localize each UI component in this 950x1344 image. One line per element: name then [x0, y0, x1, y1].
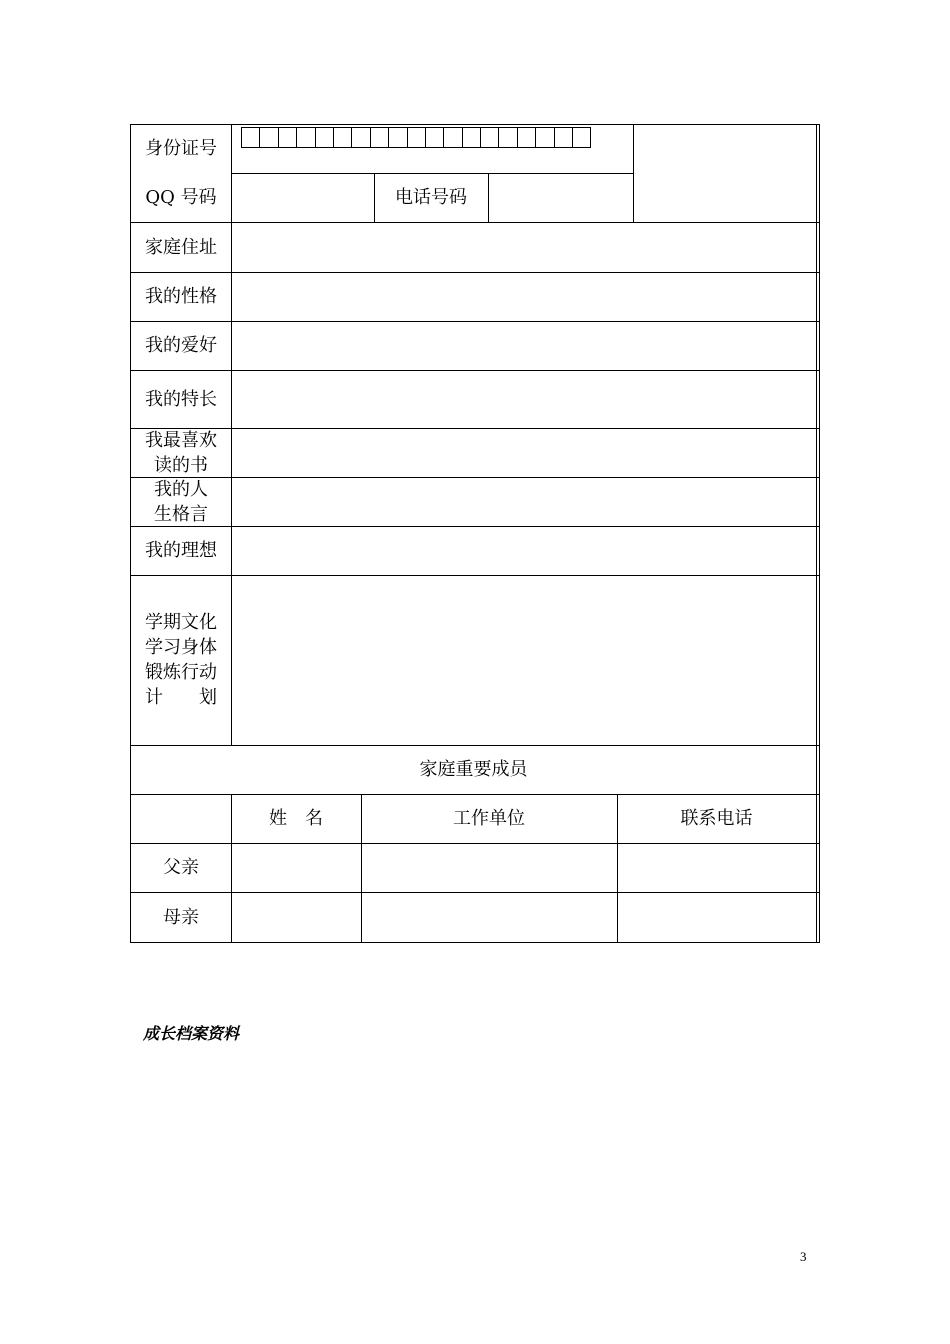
row-divider: [131, 222, 819, 223]
row-divider: [131, 526, 819, 527]
id-digit-box[interactable]: [408, 128, 426, 147]
row-divider: [131, 843, 819, 844]
id-digit-box[interactable]: [444, 128, 462, 147]
life-motto-label: [131, 477, 231, 526]
col-header-contact-phone: 联系电话: [680, 808, 753, 829]
id-digit-box[interactable]: [260, 128, 278, 147]
col-divider: [488, 173, 489, 222]
qq-number-label: QQ 号码: [145, 187, 217, 208]
favorite-book-label: [131, 428, 231, 477]
id-number-boxes[interactable]: [241, 127, 591, 148]
life-motto-label-line2: 生格言: [154, 503, 208, 525]
family-members-header: 家庭重要成员: [419, 759, 528, 780]
phone-number-label: 电话号码: [395, 187, 467, 208]
col-divider: [816, 124, 817, 943]
id-digit-box[interactable]: [279, 128, 297, 147]
row-divider: [131, 428, 819, 429]
id-digit-box[interactable]: [463, 128, 481, 147]
father-label: 父亲: [163, 857, 199, 878]
col-divider: [633, 124, 634, 222]
id-digit-box[interactable]: [242, 128, 260, 147]
favorite-book-label-line1: 我最喜欢: [145, 429, 217, 451]
life-motto-label-line1: 我的人: [154, 478, 208, 500]
row-divider: [131, 477, 819, 478]
id-digit-box[interactable]: [334, 128, 352, 147]
row-divider: [131, 575, 819, 576]
id-digit-box[interactable]: [371, 128, 389, 147]
id-number-label: 身份证号: [145, 138, 217, 159]
home-address-label: 家庭住址: [145, 236, 217, 258]
favorite-book-label-line2: 读的书: [154, 454, 208, 476]
id-digit-box[interactable]: [389, 128, 407, 147]
col-header-workplace: 工作单位: [453, 808, 525, 829]
row-divider: [131, 272, 819, 273]
col-divider: [231, 124, 232, 575]
id-digit-box[interactable]: [352, 128, 370, 147]
specialty-label: 我的特长: [145, 388, 217, 410]
id-digit-box[interactable]: [297, 128, 315, 147]
mother-label: 母亲: [163, 907, 199, 928]
semester-plan-label: [131, 575, 231, 745]
page-number: 3: [800, 1249, 807, 1264]
hobby-label: 我的爱好: [145, 335, 217, 356]
growth-archive-section-title: 成长档案资料: [143, 1024, 240, 1043]
id-digit-box[interactable]: [316, 128, 334, 147]
id-digit-box[interactable]: [573, 128, 591, 147]
row-divider: [131, 892, 819, 893]
id-digit-box[interactable]: [426, 128, 444, 147]
id-digit-box[interactable]: [555, 128, 573, 147]
semester-plan-label-line3: 锻炼行动: [145, 662, 217, 683]
row-divider: [131, 370, 819, 371]
col-divider: [231, 575, 232, 745]
id-digit-box[interactable]: [499, 128, 517, 147]
ideal-label: 我的理想: [145, 540, 217, 561]
semester-plan-label-line1: 学期文化: [145, 612, 217, 633]
id-digit-box[interactable]: [518, 128, 536, 147]
semester-plan-label-line2: 学习身体: [145, 637, 217, 658]
id-digit-box[interactable]: [481, 128, 499, 147]
row-divider: [131, 321, 819, 322]
col-header-name: 姓 名: [269, 808, 323, 829]
personality-label: 我的性格: [145, 286, 217, 307]
id-digit-box[interactable]: [536, 128, 554, 147]
semester-plan-label-line4: 计 划: [145, 687, 217, 708]
